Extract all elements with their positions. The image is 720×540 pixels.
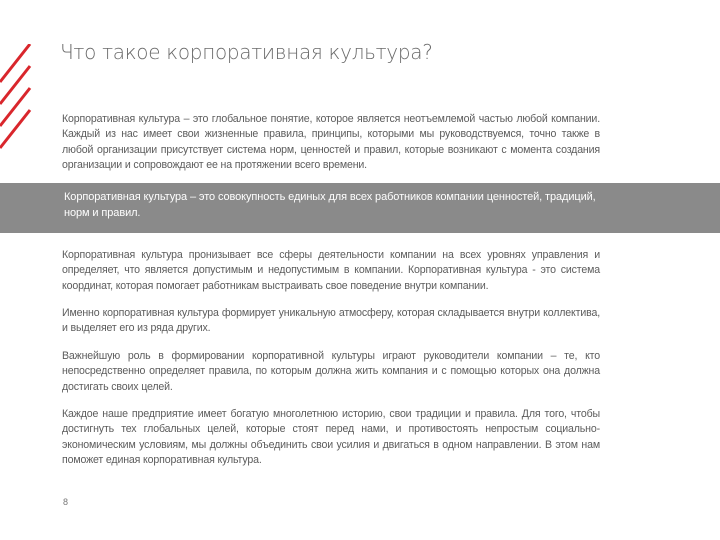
page-title: Что такое корпоративная культура? bbox=[60, 40, 433, 64]
definition-text: Корпоративная культура – это совокупность единых для всех работников компании ценностей, традиций, норм и правил. bbox=[64, 191, 596, 219]
red-stripes-decoration bbox=[0, 44, 40, 154]
intro-paragraph: Корпоративная культура – это глобальное понятие, которое является неотъемлемой частью любой компании. Каждый из нас имеет свои жизненные правила, принципы, которыми мы руководствуемся, точно также в любой организации присутствует система норм, ценностей и правил, которые возникают с момента создания организации и сопровождают ее на протяжении всего времени. bbox=[62, 113, 600, 172]
page-number: 8 bbox=[63, 497, 69, 507]
body-paragraph-2: Корпоративная культура пронизывает все сферы деятельности компании на всех уровнях управления и определяет, что является допустимым и недопустимым в компании. Корпоративная культура - это система координат, которая помогает работникам выстраивать свое поведение внутри компании. bbox=[62, 249, 600, 292]
body-paragraph-4: Важнейшую роль в формировании корпоративной культуры играют руководители компании – те, кто непосредственно определяет правила, по которым должна жить компания и с помощью которых она должна достигать своих целей. bbox=[62, 350, 600, 393]
body-paragraph-5: Каждое наше предприятие имеет богатую многолетнюю историю, свои традиции и правила. Для того, чтобы достигнуть тех глобальных целей, которые стоят перед нами, и противостоять непростым социально-экономическим условиям, мы должны объединить свои усилия и двигаться в одном направлении. В этом нам поможет единая корпоративная культура. bbox=[62, 408, 600, 467]
body-paragraph-3: Именно корпоративная культура формирует уникальную атмосферу, которая складывается внутри коллектива, и выделяет его из ряда других. bbox=[62, 307, 600, 335]
definition-banner bbox=[0, 183, 720, 233]
